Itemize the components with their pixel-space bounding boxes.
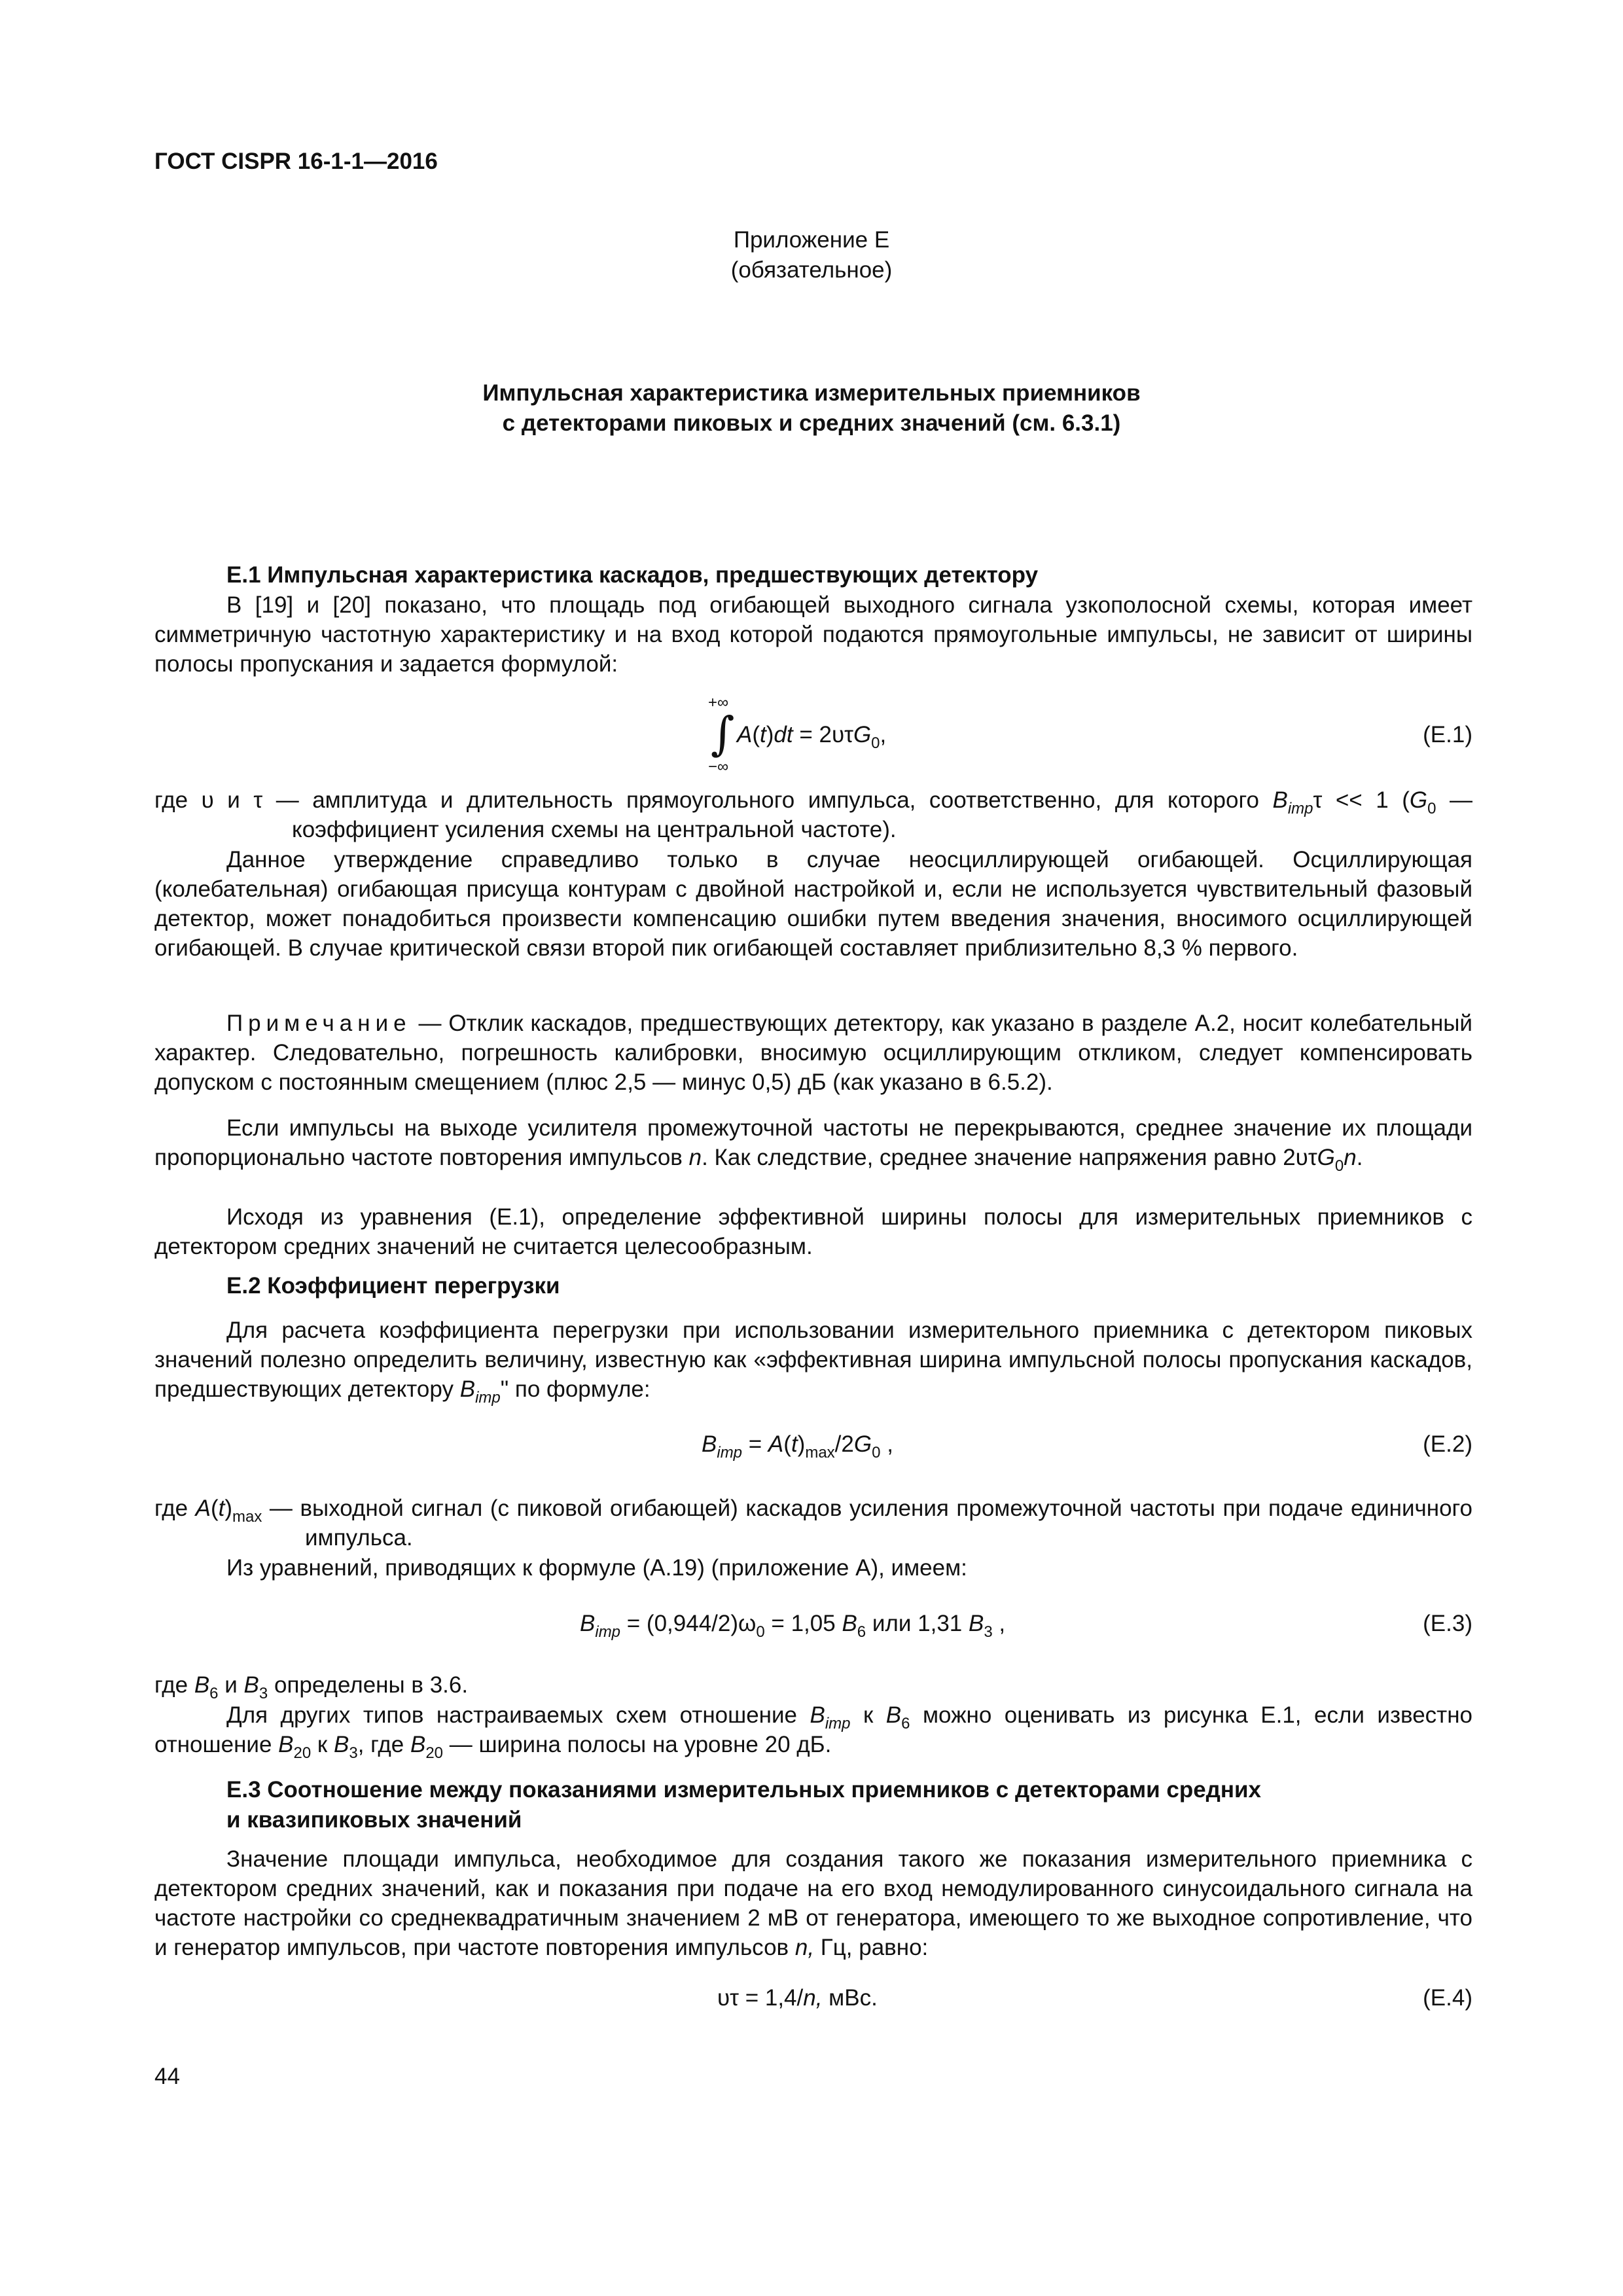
annex-heading-line1: Импульсная характеристика измерительных приемников	[482, 380, 1141, 406]
section-e1-para3: Если импульсы на выходе усилителя промежуточной частоты не перекрываются, среднее значение их площади пропорционально частоте повторения импульсов n. Как следствие, среднее значение напряжения равно 2υτG$_0$n.	[154, 1115, 1472, 1175]
equation-e1-number: (Е.1)	[1423, 722, 1472, 747]
section-e3-heading-line2: и квазипиковых значений	[226, 1807, 522, 1833]
section-e1-note: Примечание — Отклик каскадов, предшествующих детектору, как указано в разделе А.2, носит колебательный характер. Следовательно, погрешность калибровки, вносимую осциллирующим откликом, следует компенсировать допуском с постоянным смещением (плюс 2,5 — минус 0,5) дБ (как указано в 6.5.2).	[154, 1011, 1472, 1095]
section-e3-heading-line1: Е.3 Соотношение между показаниями измерительных приемников с детекторами средних	[226, 1777, 1261, 1803]
note-label: Примечание	[226, 1011, 412, 1036]
section-e1-where: где υ и τ — амплитуда и длительность прямоугольного импульса, соответственно, для которого $B_{imp}\tau << 1$ ($G_0$ — коэффициент усиления схемы на центральной частоте).	[154, 787, 1473, 842]
integral-sign: ∫	[711, 707, 735, 761]
integral-lower-limit: −∞	[708, 758, 729, 776]
equation-e3-number: (Е.3)	[1423, 1611, 1472, 1636]
equation-e4-number: (Е.4)	[1423, 1985, 1472, 2011]
section-e1-heading: Е.1 Импульсная характеристика каскадов, предшествующих детектору	[226, 562, 1039, 588]
page-number: 44	[154, 2064, 180, 2089]
annex-title: Приложение Е	[733, 227, 890, 253]
section-e2-para1: Для расчета коэффициента перегрузки при использовании измерительного приемника с детектором пиковых значений полезно определить величину, известную как «эффективная ширина импульсной полосы пропускания каскадов, предшествующих детектору $B_{imp}$" по формуле:	[154, 1318, 1472, 1407]
section-e3-para1: Значение площади импульса, необходимое для создания такого же показания измерительного приемника с детектором средних значений, как и показания при подаче на его вход немодулированного синусоидального сигнала на частоте настройки со среднеквадратичным значением 2 мВ от генератора, имеющего то же выходное сопротивление, что и генератор импульсов, при частоте повторения импульсов n, Гц, равно:	[154, 1846, 1472, 1960]
equation-e2-expression: $B_{imp} = A(t)_{max}/2G_0$ ,	[702, 1431, 893, 1462]
section-e2-heading: Е.2 Коэффициент перегрузки	[226, 1273, 560, 1299]
section-e1-para2: Данное утверждение справедливо только в случае неосциллирующей огибающей. Осциллирующая (колебательная) огибающая присуща контурам с двойной настройкой и, если не используется чувствительный фазовый детектор, может понадобиться произвести компенсацию ошибки путем введения значения, вносимого осциллирующей огибающей. В случае критической связи второй пик огибающей составляет приблизительно 8,3 % первого.	[154, 847, 1472, 961]
equation-e2-number: (Е.2)	[1423, 1431, 1472, 1457]
integral-upper-limit: +∞	[708, 694, 729, 711]
section-e2-para2: Из уравнений, приводящих к формуле (А.19) (приложение А), имеем:	[226, 1555, 967, 1581]
annex-status: (обязательное)	[730, 257, 893, 283]
annex-heading-line2: с детекторами пиковых и средних значений (см. 6.3.1)	[502, 410, 1121, 436]
section-e2-para3: Для других типов настраиваемых схем отношение $B_{imp}$ к $B_6$ можно оценивать из рисунка Е.1, если известно отношение $B_{20}$ к $B_3$, где $B_{20}$ — ширина полосы на уровне 20 дБ.	[154, 1702, 1472, 1762]
equation-e3-expression: $B_{imp} = (0,944/2)\omega_0 = 1,05$ $B_6$ или 1,31 $B_3$ ,	[580, 1611, 1006, 1641]
section-e2-where3: где $B_6$ и $B_3$ определены в 3.6.	[154, 1672, 469, 1702]
section-e1-para1: В [19] и [20] показано, что площадь под огибающей выходного сигнала узкополосной схемы, которая имеет симметричную частотную характеристику и на вход которой подаются прямоугольные импульсы, не зависит от ширины полосы пропускания и задается формулой:	[154, 592, 1472, 677]
equation-e4-expression: υτ = 1,4/n, мВс.	[717, 1985, 878, 2011]
equation-e1-expression: A(t)dt = 2υτG$_0$,	[737, 722, 887, 752]
section-e1-para4: Исходя из уравнения (Е.1), определение эффективной ширины полосы для измерительных приемников с детектором средних значений не считается целесообразным.	[154, 1204, 1472, 1259]
standard-designation: ГОСТ CISPR 16-1-1—2016	[154, 149, 438, 174]
section-e2-where: где $A(t)_{max}$ — выходной сигнал (с пиковой огибающей) каскадов усиления промежуточной частоты при подаче единичного импульса.	[154, 1496, 1472, 1551]
